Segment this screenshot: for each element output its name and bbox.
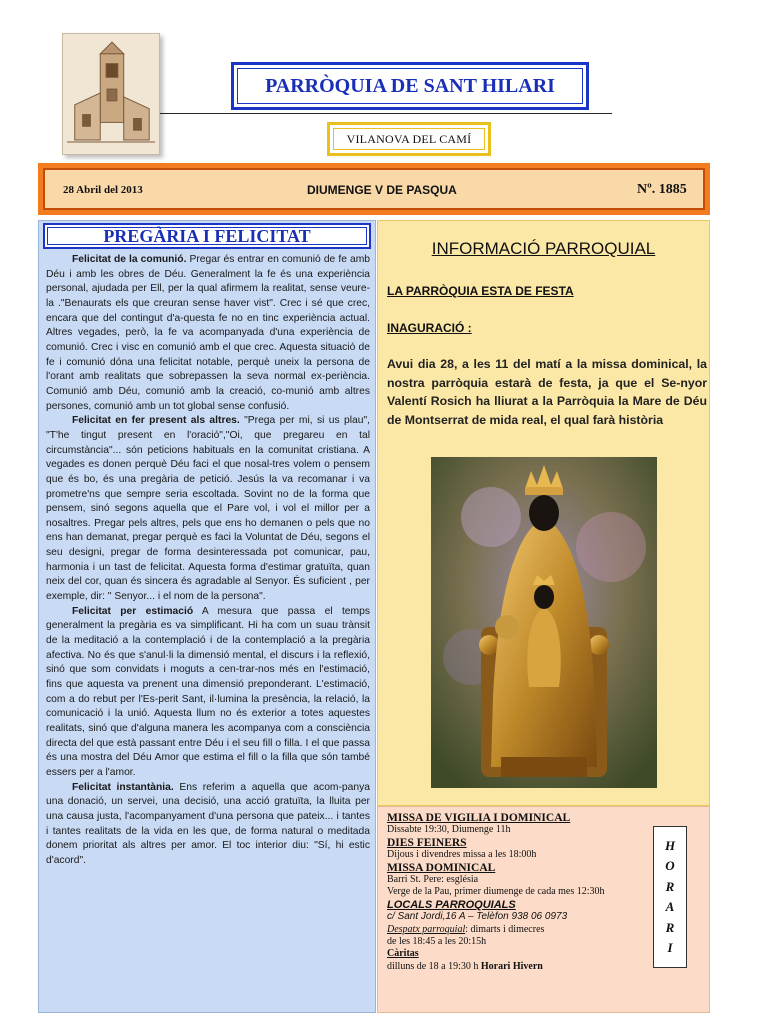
horari-letter: R — [665, 878, 675, 894]
info-subtitle-inauguration: INAGURACIÓ : — [387, 321, 472, 335]
schedule-line: Dijous i divendres missa a les 18:00h — [387, 849, 537, 861]
statue-image — [431, 457, 657, 788]
schedule-line — [387, 961, 647, 973]
schedule-heading-vigil: MISSA DE VIGILIA I DOMINICAL — [387, 812, 571, 824]
parish-info-panel — [377, 220, 710, 806]
paragraph-lead: Felicitat en fer present als altres. — [72, 415, 240, 427]
horari-vertical-label — [653, 826, 687, 968]
paragraph-lead: Felicitat instantània. — [72, 781, 174, 793]
paragraph-text: A mesura que passa el temps generalment la pregària es va simplificant. Hi ha com un suau trànsit de la meditació a la contemplació i de la contemplació a la pregària afectiva. No és que s'anul·li la dimensió mental, el discurs i la reflexió, sinó que som convidats i moguts a cen-trar-nos més en l'estimació, fins que aquesta va prenent una dimensió preponderant. L'estimació, com a do rebut per l'Es-perit Sant, il·lumina la presència, la relació, la comunicació i la unió. Aquesta llum no és exterior a totes aquestes realitats, sinó que d'alguna manera les acompanya com a consciència directa del que està passant entre Déu i el seu fill o filla. I el que passa és una mostra del Déu Amor que estima el fill o la filla que són també essers per a l'amor. — [46, 605, 370, 778]
schedule-address: c/ Sant Jordi,16 A – Telèfon 938 06 0973 — [387, 911, 568, 923]
date-bar-inner — [43, 168, 705, 210]
office-days: : dimarts i dimecres — [465, 923, 545, 935]
parish-title: PARRÒQUIA DE SANT HILARI — [237, 68, 583, 104]
info-subtitle-festa: LA PARRÒQUIA ESTA DE FESTA — [387, 284, 574, 298]
header-divider — [160, 113, 612, 114]
paragraph-text: "Prega per mi, si us plau", "T'he tingut present en l'oració","Oi, que pregareu en tal circumstància"... són peticions habituals en la comunitat cristiana. A vegades es donen perquè Déu faci el que nosal-tres volem o pensem que és bo, és una pregària de petició. Jesús la va recomanar i va prometre'ns que sempre seria escoltada. Sovint no de la forma que pensem, sinó segons aquella que el Pare vol, i vol el millor per a nosaltres. Pregar pels altres, pels que ens ho demanen o pels que no ens han demanat, pregar perquè es faci la Voluntat de Déu, segons el seu designi, pregar de forma desinteressada pot comunicar, pau, harmonia i un tast de felicitat. Aquesta forma d'estimar gratuïta, quan neix del cor, quan és sincera és agradable al Senyor. És suficient , per exemple, dir: " Senyor... i el nom de la persona". — [46, 415, 370, 603]
paragraph — [46, 253, 370, 414]
paragraph — [46, 781, 370, 869]
schedule-line: Verge de la Pau, primer diumenge de cada mes 12:30h — [387, 886, 605, 898]
horari-letter: A — [665, 899, 675, 915]
caritas-hours: dilluns de 18 a 19:30 h — [387, 960, 481, 972]
schedule-heading-sunday: MISSA DOMINICAL — [387, 861, 496, 874]
prayer-column — [38, 220, 376, 1013]
liturgical-sunday: DIUMENGE V DE PASQUA — [307, 183, 457, 197]
paragraph-lead: Felicitat per estimació — [72, 605, 194, 617]
town-box — [327, 122, 491, 156]
church-logo — [62, 33, 160, 155]
schedule-line: Dissabte 19:30, Diumenge 11h — [387, 824, 511, 836]
paragraph-lead: Felicitat de la comunió. — [72, 254, 187, 265]
schedule-heading-locals: LOCALS PARROQUIALS — [387, 898, 516, 911]
prayer-heading-box — [43, 223, 371, 249]
schedule-panel — [377, 806, 710, 1013]
town-name: VILANOVA DEL CAMÍ — [333, 128, 485, 150]
info-body: Avui dia 28, a les 11 del matí a la missa dominical, la nostra parròquia estarà de festa, ja que el Se-nyor Valentí Rosich ha lliurat a la Parròquia la Mare de Déu de Montserrat de mida real, el qual farà història — [387, 357, 707, 427]
prayer-heading: PREGÀRIA I FELICITAT — [47, 227, 367, 245]
schedule-line: Barri St. Pere: església — [387, 874, 479, 886]
paragraph-text: Pregar és entrar en comunió de fe amb Déu i amb les obres de Déu. Generalment la fe és una experiència personal, ajudada per Ell, per la qual afirmem la realitat, sense veure-la ."Benaurats els que creuran sense haver vist". Crec i sé que crec, encara que del contingut d'a-questa fe no en tinc experiència actual. Altres vegades, però, la fe va acompanyada d'una experiència de comunió. Crec i visc en comunió amb el que crec. Aquesta situació de fe i comunió dóna una felicitat notable, perquè uneix la persona de l'orant amb realitats que sobrepassen la seva normal ex-periència. Comunió amb Déu, comunió amb la creació, co-munió amb altres persones, comunió amb un tot global sense confusió. — [46, 254, 371, 412]
schedule-heading-weekdays: DIES FEINERS — [387, 836, 467, 849]
schedule-line: de les 18:45 a les 20:15h — [387, 936, 487, 948]
issue-number: Nº. 1885 — [637, 182, 687, 197]
horari-letter: R — [665, 919, 675, 935]
horari-letter: O — [665, 858, 675, 874]
info-title: INFORMACIÓ PARROQUIAL — [431, 239, 656, 258]
schedule-heading-caritas: Càritas — [387, 948, 419, 960]
virgin-statue-photo — [431, 457, 657, 788]
paragraph — [46, 414, 370, 605]
mass-schedule — [387, 812, 647, 973]
horari-letter: I — [667, 940, 673, 956]
parish-title-box — [231, 62, 589, 110]
paragraph-text: Ens referim a aquella que acom-panya una donació, un servei, una decisió, una acció gratuïta, la lluita per una causa justa, l'acompanyament d'una persona que pateix... i tantes i tantes realitats de la vida en les que, de forma natural o meditada donem prioritat als altres per amor. El toc interior diu: "Sí, hi estic d'acord". — [46, 781, 370, 866]
paragraph — [46, 605, 370, 781]
prayer-article — [46, 253, 370, 869]
issue-date: 28 Abril del 2013 — [63, 184, 143, 196]
horari-letter: H — [664, 837, 676, 853]
church-tower-icon — [63, 34, 159, 154]
winter-hours-label: Horari Hivern — [480, 960, 543, 972]
office-label: Despatx parroquial — [387, 923, 466, 935]
schedule-line — [387, 924, 647, 936]
date-bar — [38, 163, 710, 215]
